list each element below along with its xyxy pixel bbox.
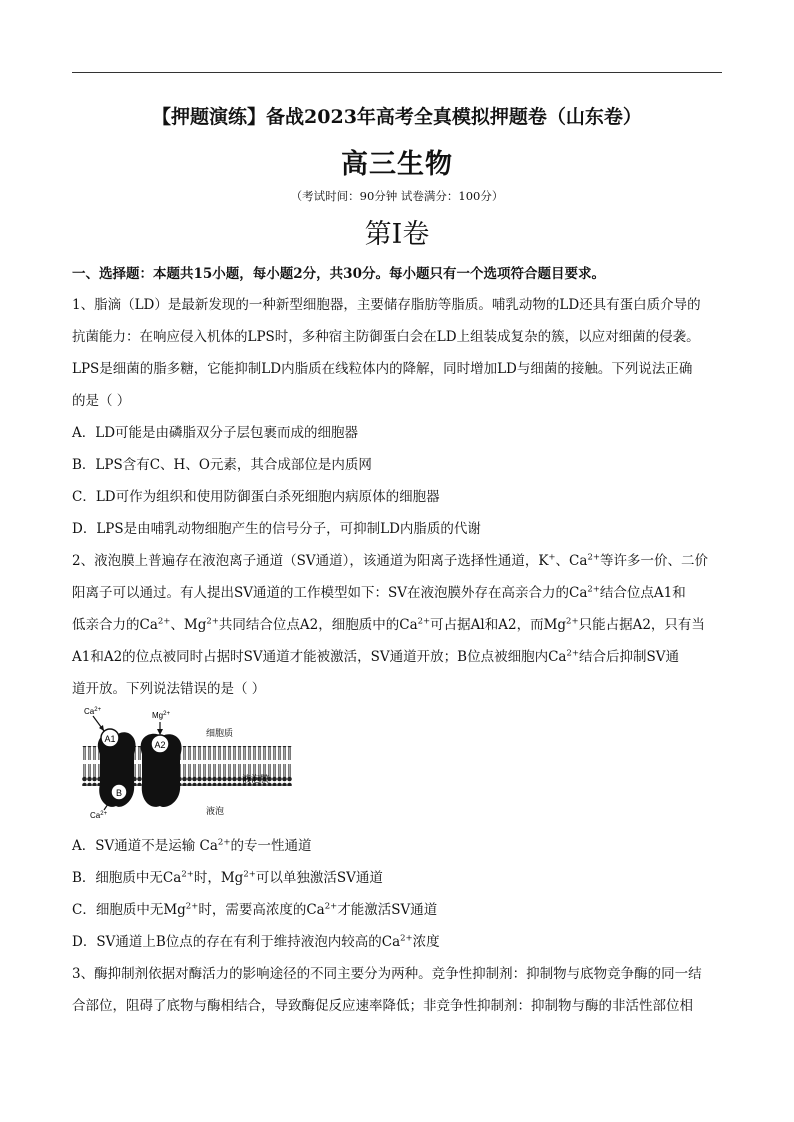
q1-line: 的是（ ） (72, 393, 131, 409)
q2-line: 2、液泡膜上普遍存在液泡离子通道（SV通道），该通道为阳离子选择性通道，K+、$Ca^{2+}$等许多一价、二价 (72, 552, 708, 569)
q3-line: 合部位，阻碍了底物与酶相结合，导致酶促反应速率降低；非竞争性抑制剂：抑制物与酶的非活性部位相 (72, 998, 693, 1014)
q1-line: LPS是细菌的脂多糖，它能抑制LD内脂质在线粒体内的降解，同时增加LD与细菌的接触。下列说法正确 (72, 361, 693, 377)
q2-line: A1和A2的位点被同时占据时SV通道才能被激活，SV通道开放；B位点被细胞内$Ca^{2+}$结合后抑制SV通 (72, 648, 680, 665)
q2-line: 道开放。下列说法错误的是（ ） (72, 681, 266, 697)
q3-line: 3、酶抑制剂依据对酶活力的影响途径的不同主要分为两种。竞争性抑制剂：抑制物与底物竞争酶的同一结 (72, 966, 702, 982)
sv-channel-figure (82, 702, 300, 820)
section-heading: 一、选择题：本题共15小题，每小题2分，共30分。每小题只有一个选项符合题目要求。 (72, 266, 605, 282)
site-a2-label: A2 (154, 740, 166, 750)
q2-line: 低亲合力的$Ca^{2+}$、$Mg^{2+}$共同结合位点A2，细胞质中的$Ca^{2+}$可占据Al和A2，而$Mg^{2+}$只能占据A2，只有当 (72, 616, 705, 633)
label-cytoplasm: 细胞质 (206, 729, 234, 739)
subject-title: 高三生物 (341, 149, 453, 180)
volume-title: 第I卷 (364, 219, 430, 250)
q1-option-c: C．LD可作为组织和使用防御蛋白杀死细胞内病原体的细胞器 (72, 489, 440, 505)
mg-label-top: $Mg^{2+}$ (152, 711, 170, 720)
q2-option-a: A．SV通道不是运输 $Ca^{2+}$的专一性通道 (72, 837, 312, 854)
paper-title: 【押题演练】备战2023年高考全真模拟押题卷（山东卷） (152, 106, 642, 128)
q2-line: 阳离子可以通过。有人提出SV通道的工作模型如下：SV在液泡膜外存在高亲合力的$Ca^{2+}$结合位点A1和 (72, 584, 686, 601)
q2-option-c: C．细胞质中无$Mg^{2+}$时，需要高浓度的$Ca^{2+}$才能激活SV通道 (72, 901, 438, 918)
site-a1-label: A1 (104, 734, 116, 744)
ca-label-bottom: $Ca^{2+}$ (90, 811, 108, 820)
q1-option-b: B．LPS含有C、H、O元素，其合成部位是内质网 (72, 457, 372, 473)
q1-option-d: D．LPS是由哺乳动物细胞产生的信号分子，可抑制LD内脂质的代谢 (72, 521, 481, 537)
site-b-label: B (115, 788, 123, 798)
q1-option-a: A．LD可能是由磷脂双分子层包裹而成的细胞器 (72, 425, 359, 441)
q2-option-b: B．细胞质中无$Ca^{2+}$时，$Mg^{2+}$可以单独激活SV通道 (72, 869, 383, 886)
ca-label-top: $Ca^{2+}$ (84, 707, 102, 716)
header-rule (72, 72, 722, 73)
q1-line: 抗菌能力：在响应侵入机体的LPS时，多种宿主防御蛋白会在LD上组装成复杂的簇，以应对细菌的侵袭。 (72, 329, 700, 345)
label-vacuole: 液泡 (206, 807, 225, 817)
exam-info: （考试时间：90分钟 试卷满分：100分） (290, 189, 504, 203)
q2-option-d: D．SV通道上B位点的存在有利于维持液泡内较高的$Ca^{2+}$浓度 (72, 933, 440, 950)
label-membrane: 液泡膜 (242, 775, 270, 785)
q1-line: 1、脂滴（LD）是最新发现的一种新型细胞器，主要储存脂肪等脂质。哺乳动物的LD还具有蛋白质介导的 (72, 297, 701, 313)
